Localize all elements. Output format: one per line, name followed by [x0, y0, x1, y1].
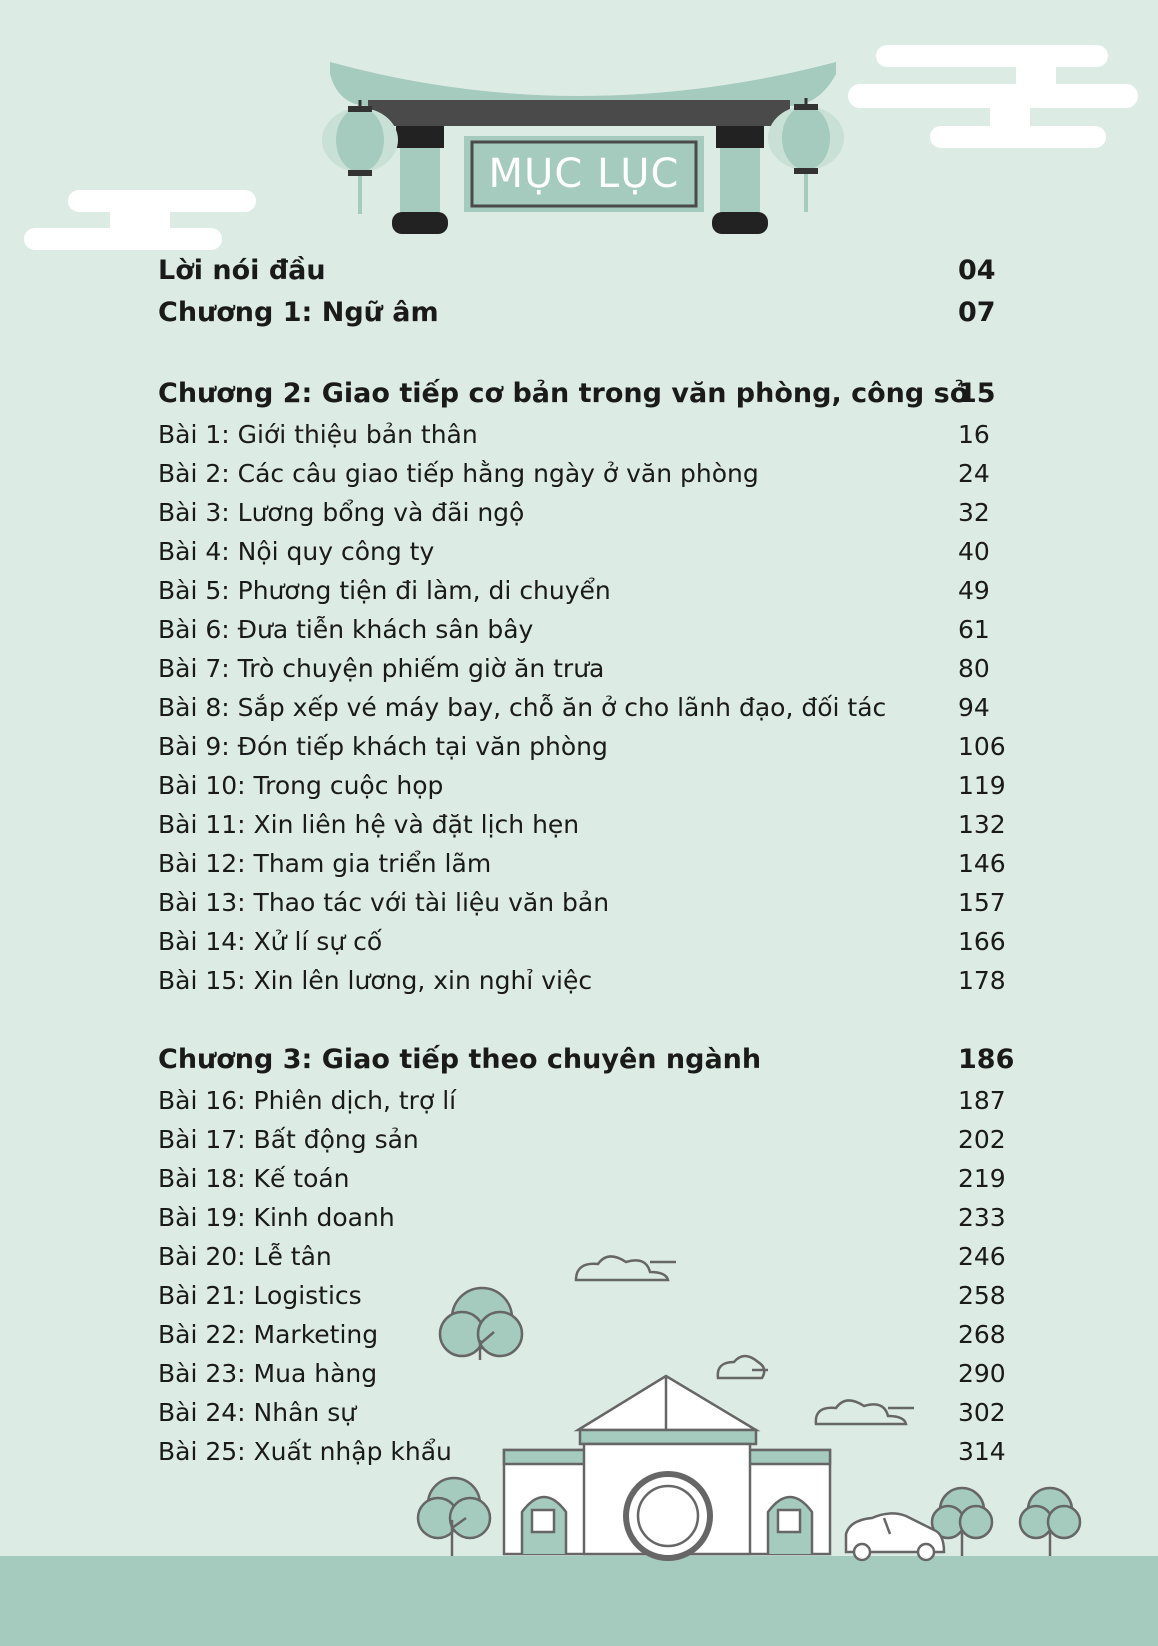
lesson-page: 80	[958, 654, 990, 683]
lesson-item[interactable]	[158, 415, 1018, 454]
lesson-item[interactable]	[158, 454, 1018, 493]
lesson-item[interactable]	[158, 727, 1018, 766]
tree-icon	[1020, 1488, 1080, 1556]
lesson-page: 246	[958, 1242, 1006, 1271]
lesson-title: Bài 12: Tham gia triển lãm	[158, 849, 492, 878]
lesson-page: 187	[958, 1086, 1006, 1115]
chapter-title: Chương 2: Giao tiếp cơ bản trong văn phòng, công sở	[158, 378, 969, 409]
lesson-page: 258	[958, 1281, 1006, 1310]
lesson-page: 32	[958, 498, 990, 527]
lesson-item[interactable]	[158, 571, 1018, 610]
lesson-item[interactable]	[158, 649, 1018, 688]
lesson-title: Bài 10: Trong cuộc họp	[158, 771, 444, 800]
lesson-item[interactable]	[158, 961, 1018, 1000]
lesson-item[interactable]	[158, 1198, 1018, 1237]
lesson-item[interactable]	[158, 1315, 1018, 1354]
lesson-item[interactable]	[158, 1120, 1018, 1159]
toc-entry-page: 07	[958, 297, 996, 328]
lesson-page: 106	[958, 732, 1006, 761]
lesson-page: 178	[958, 966, 1006, 995]
lesson-title: Bài 14: Xử lí sự cố	[158, 927, 383, 956]
lesson-title: Bài 5: Phương tiện đi làm, di chuyển	[158, 576, 611, 605]
lesson-title: Bài 13: Thao tác với tài liệu văn bản	[158, 888, 610, 917]
lesson-page: 202	[958, 1125, 1006, 1154]
lesson-item[interactable]	[158, 1237, 1018, 1276]
lesson-page: 268	[958, 1320, 1006, 1349]
chapter-heading[interactable]	[158, 1039, 1018, 1081]
lesson-title: Bài 7: Trò chuyện phiếm giờ ăn trưa	[158, 654, 605, 683]
lesson-page: 233	[958, 1203, 1006, 1232]
lesson-title: Bài 15: Xin lên lương, xin nghỉ việc	[158, 966, 593, 995]
lesson-page: 119	[958, 771, 1006, 800]
chapter-page: 186	[958, 1044, 1015, 1075]
lesson-item[interactable]	[158, 883, 1018, 922]
chapter-page: 15	[958, 378, 996, 409]
lesson-title: Bài 8: Sắp xếp vé máy bay, chỗ ăn ở cho lãnh đạo, đối tác	[158, 693, 887, 722]
lesson-title: Bài 9: Đón tiếp khách tại văn phòng	[158, 732, 608, 761]
lesson-item[interactable]	[158, 532, 1018, 571]
lesson-title: Bài 4: Nội quy công ty	[158, 537, 435, 566]
lesson-title: Bài 25: Xuất nhập khẩu	[158, 1437, 452, 1466]
tree-icon	[418, 1478, 490, 1556]
page-title: MỤC LỤC	[488, 151, 680, 197]
lesson-title: Bài 11: Xin liên hệ và đặt lịch hẹn	[158, 810, 580, 839]
toc-entry[interactable]	[158, 250, 1018, 292]
cloud-icon	[848, 45, 1138, 148]
lesson-title: Bài 23: Mua hàng	[158, 1359, 378, 1388]
toc-entry-title: Chương 1: Ngữ âm	[158, 297, 439, 328]
lesson-title: Bài 22: Marketing	[158, 1320, 379, 1349]
chapter-heading[interactable]	[158, 373, 1018, 415]
lesson-item[interactable]	[158, 1393, 1018, 1432]
lesson-item[interactable]	[158, 922, 1018, 961]
tree-icon	[932, 1488, 992, 1556]
lesson-page: 24	[958, 459, 990, 488]
toc-entry-page: 04	[958, 255, 996, 286]
lesson-item[interactable]	[158, 1081, 1018, 1120]
lesson-item[interactable]	[158, 1276, 1018, 1315]
lesson-page: 16	[958, 420, 990, 449]
lesson-page: 94	[958, 693, 990, 722]
header-illustration	[0, 0, 1158, 250]
lesson-title: Bài 19: Kinh doanh	[158, 1203, 395, 1232]
lesson-item[interactable]	[158, 844, 1018, 883]
lesson-title: Bài 17: Bất động sản	[158, 1125, 419, 1154]
lesson-page: 157	[958, 888, 1006, 917]
table-of-contents	[158, 250, 1018, 1471]
lesson-item[interactable]	[158, 688, 1018, 727]
lesson-title: Bài 6: Đưa tiễn khách sân bây	[158, 615, 534, 644]
lesson-title: Bài 1: Giới thiệu bản thân	[158, 420, 478, 449]
lesson-page: 40	[958, 537, 990, 566]
lesson-page: 132	[958, 810, 1006, 839]
lesson-page: 166	[958, 927, 1006, 956]
lesson-title: Bài 2: Các câu giao tiếp hằng ngày ở văn phòng	[158, 459, 759, 488]
lesson-title: Bài 20: Lễ tân	[158, 1242, 332, 1271]
lesson-page: 302	[958, 1398, 1006, 1427]
lesson-page: 49	[958, 576, 990, 605]
chapter-title: Chương 3: Giao tiếp theo chuyên ngành	[158, 1044, 762, 1075]
lesson-page: 219	[958, 1164, 1006, 1193]
toc-entry-title: Lời nói đầu	[158, 255, 326, 286]
lesson-item[interactable]	[158, 766, 1018, 805]
toc-entry[interactable]	[158, 292, 1018, 334]
lesson-page: 146	[958, 849, 1006, 878]
lesson-item[interactable]	[158, 1159, 1018, 1198]
lesson-page: 61	[958, 615, 990, 644]
lesson-title: Bài 21: Logistics	[158, 1281, 362, 1310]
lesson-item[interactable]	[158, 493, 1018, 532]
lesson-title: Bài 18: Kế toán	[158, 1164, 350, 1193]
car-icon	[846, 1513, 944, 1560]
lesson-item[interactable]	[158, 805, 1018, 844]
lesson-item[interactable]	[158, 1432, 1018, 1471]
ground-strip	[0, 1556, 1158, 1646]
lesson-item[interactable]	[158, 610, 1018, 649]
lesson-title: Bài 16: Phiên dịch, trợ lí	[158, 1086, 457, 1115]
cloud-icon	[24, 190, 256, 250]
lesson-page: 290	[958, 1359, 1006, 1388]
lesson-page: 314	[958, 1437, 1006, 1466]
lesson-title: Bài 3: Lương bổng và đãi ngộ	[158, 498, 525, 527]
lesson-item[interactable]	[158, 1354, 1018, 1393]
lesson-title: Bài 24: Nhân sự	[158, 1398, 357, 1427]
